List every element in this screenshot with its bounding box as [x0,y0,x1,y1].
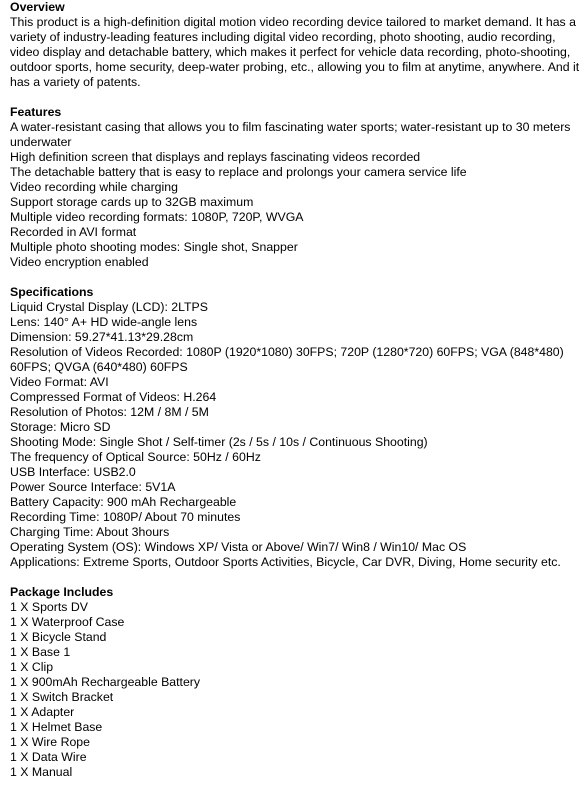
spec-item: Resolution of Videos Recorded: 1080P (1920*1080) 30FPS; 720P (1280*720) 60FPS; VGA (848*480) 60FPS; QVGA (640*480) 60FPS [10,345,564,374]
feature-item: High definition screen that displays and replays fascinating videos recorded [10,150,421,164]
package-item: 1 X Manual [10,765,73,779]
spec-item: Charging Time: About 3hours [10,525,170,539]
spec-item: Resolution of Photos: 12M / 8M / 5M [10,405,209,419]
feature-item: The detachable battery that is easy to replace and prolongs your camera service life [10,165,467,179]
product-description [10,0,582,795]
spec-item: Dimension: 59.27*41.13*29.28cm [10,330,194,344]
spec-item: Lens: 140° A+ HD wide-angle lens [10,315,198,329]
package-item: 1 X Waterproof Case [10,615,125,629]
spec-item: Liquid Crystal Display (LCD): 2LTPS [10,300,208,314]
spec-item: Applications: Extreme Sports, Outdoor Sports Activities, Bicycle, Car DVR, Diving, Home security etc. [10,555,561,569]
spec-item: The frequency of Optical Source: 50Hz / 60Hz [10,450,261,464]
package-item: 1 X Data Wire [10,750,87,764]
feature-item: Multiple photo shooting modes: Single shot, Snapper [10,240,298,254]
feature-item: Multiple video recording formats: 1080P, 720P, WVGA [10,210,304,224]
feature-item: Video encryption enabled [10,255,149,269]
package-heading: Package Includes [10,585,114,599]
feature-item: Recorded in AVI format [10,225,137,239]
spec-item: Compressed Format of Videos: H.264 [10,390,217,404]
package-item: 1 X Wire Rope [10,735,90,749]
specifications-heading: Specifications [10,285,94,299]
package-item: 1 X Base 1 [10,645,71,659]
features-heading: Features [10,105,62,119]
package-item: 1 X Adapter [10,705,75,719]
package-item: 1 X Bicycle Stand [10,630,107,644]
feature-item: Video recording while charging [10,180,178,194]
package-item: 1 X 900mAh Rechargeable Battery [10,675,201,689]
package-item: 1 X Sports DV [10,600,88,614]
spec-item: Storage: Micro SD [10,420,111,434]
spec-item: Operating System (OS): Windows XP/ Vista or Above/ Win7/ Win8 / Win10/ Mac OS [10,540,467,554]
feature-item: Support storage cards up to 32GB maximum [10,195,254,209]
spec-item: Video Format: AVI [10,375,109,389]
overview-heading: Overview [10,0,65,14]
spec-item: Shooting Mode: Single Shot / Self-timer (2s / 5s / 10s / Continuous Shooting) [10,435,428,449]
package-item: 1 X Clip [10,660,54,674]
spec-item: Recording Time: 1080P/ About 70 minutes [10,510,241,524]
package-item: 1 X Helmet Base [10,720,103,734]
specifications-section [10,285,582,570]
spec-item: USB Interface: USB2.0 [10,465,136,479]
package-section [10,585,582,780]
overview-text: This product is a high-definition digital motion video recording device tailored to market demand. It has a variety of industry-leading features including digital video recording, photo shooting, audio recording, video display and detachable battery, which makes it perfect for vehicle data recording, photo-shooting, outdoor sports, home security, deep-water probing, etc., allowing you to film at anytime, anywhere. And it has a variety of patents. [10,15,580,89]
spec-item: Power Source Interface: 5V1A [10,480,176,494]
package-item: 1 X Switch Bracket [10,690,114,704]
spec-item: Battery Capacity: 900 mAh Rechargeable [10,495,237,509]
feature-item: A water-resistant casing that allows you to film fascinating water sports; water-resistant up to 30 meters underwater [10,120,571,149]
overview-section [10,0,582,90]
features-section [10,105,582,270]
